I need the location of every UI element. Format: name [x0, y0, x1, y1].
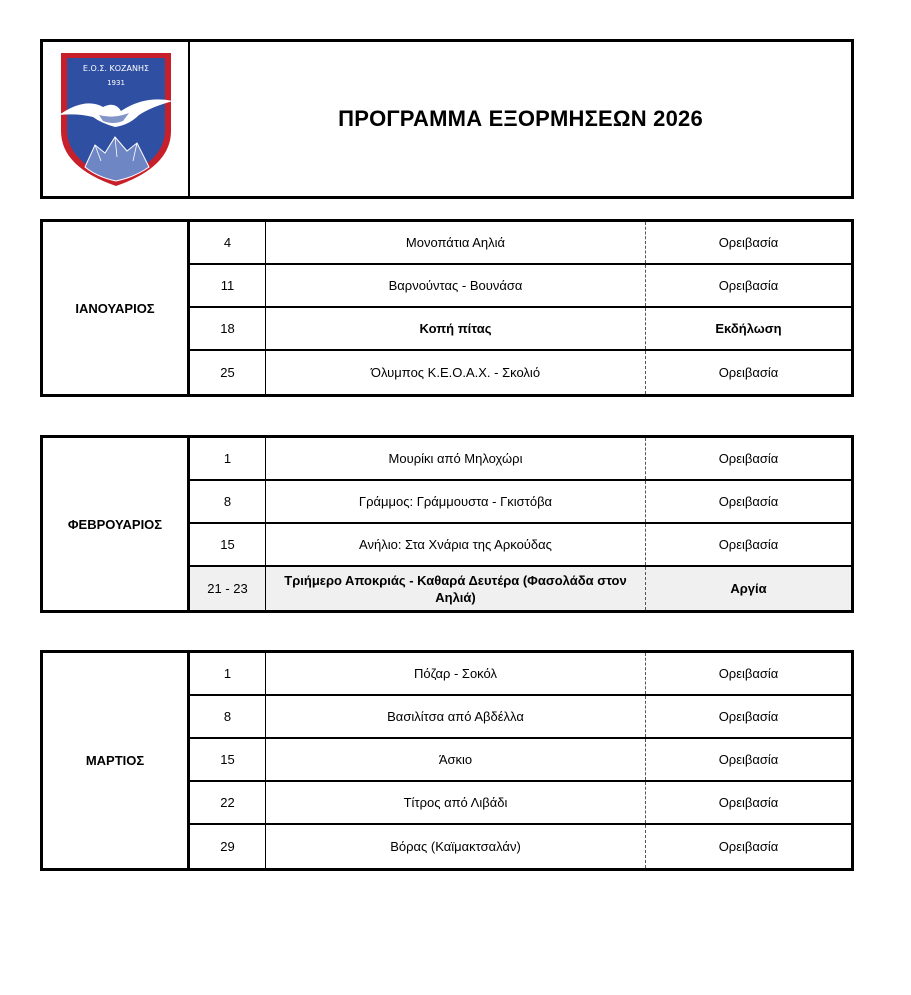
- type-cell: Αργία: [730, 581, 767, 596]
- date-cell: 29: [190, 825, 266, 868]
- date-cell: 22: [190, 782, 266, 823]
- date-cell: 11: [190, 265, 266, 306]
- date-cell: 15: [190, 524, 266, 565]
- page-title: ΠΡΟΓΡΑΜΜΑ ΕΞΟΡΜΗΣΕΩΝ 2026: [338, 106, 703, 131]
- date-cell: 15: [190, 739, 266, 780]
- type-cell: Ορειβασία: [718, 451, 779, 466]
- type-cell: Ορειβασία: [718, 666, 779, 681]
- date-cell: 1: [190, 438, 266, 479]
- route-cell: Γράμμος: Γράμμουστα - Γκιστόβα: [266, 481, 646, 522]
- table-row: [190, 739, 851, 782]
- month-label: ΜΑΡΤΙΟΣ: [43, 653, 190, 868]
- route-cell: Τίτρος από Λιβάδι: [266, 782, 646, 823]
- type-cell: Ορειβασία: [718, 235, 779, 250]
- logo-cell: [43, 42, 190, 196]
- type-cell: Ορειβασία: [718, 537, 779, 552]
- month-label: ΙΑΝΟΥΑΡΙΟΣ: [43, 222, 190, 394]
- type-cell: Ορειβασία: [718, 278, 779, 293]
- date-cell: 4: [190, 222, 266, 263]
- svg-text:1931: 1931: [106, 79, 125, 87]
- route-cell: Ανήλιο: Στα Χνάρια της Αρκούδας: [266, 524, 646, 565]
- type-cell: Ορειβασία: [718, 709, 779, 724]
- month-table-march: [40, 650, 854, 871]
- table-row: [190, 825, 851, 868]
- route-cell: Κοπή πίτας: [266, 308, 646, 349]
- route-cell: Πόζαρ - Σοκόλ: [266, 653, 646, 694]
- type-cell: Ορειβασία: [718, 752, 779, 767]
- type-cell: Ορειβασία: [718, 795, 779, 810]
- month-table-february: [40, 435, 854, 613]
- title-cell: [190, 42, 851, 196]
- date-cell: 1: [190, 653, 266, 694]
- table-row: [190, 481, 851, 524]
- type-cell: Ορειβασία: [718, 839, 779, 854]
- route-cell: Μουρίκι από Μηλοχώρι: [266, 438, 646, 479]
- table-row: [190, 696, 851, 739]
- route-cell: Βόρας (Καϊμακτσαλάν): [266, 825, 646, 868]
- table-row: [190, 222, 851, 265]
- route-cell: Όλυμπος Κ.Ε.Ο.Α.Χ. - Σκολιό: [266, 351, 646, 394]
- route-cell: Βαρνούντας - Βουνάσα: [266, 265, 646, 306]
- route-cell: Άσκιο: [266, 739, 646, 780]
- header-table: [40, 39, 854, 199]
- route-cell: Μονοπάτια Αηλιά: [266, 222, 646, 263]
- club-logo: [55, 49, 177, 189]
- date-cell: 21 - 23: [190, 567, 266, 610]
- table-row: [190, 524, 851, 567]
- table-row: [190, 308, 851, 351]
- table-row: [190, 782, 851, 825]
- date-cell: 8: [190, 481, 266, 522]
- month-label: ΦΕΒΡΟΥΑΡΙΟΣ: [43, 438, 190, 610]
- date-cell: 8: [190, 696, 266, 737]
- table-row: [190, 351, 851, 394]
- table-row: [190, 438, 851, 481]
- table-row-holiday: [190, 567, 851, 610]
- svg-text:Ε.Ο.Σ. ΚΟΖΑΝΗΣ: Ε.Ο.Σ. ΚΟΖΑΝΗΣ: [82, 64, 149, 73]
- date-cell: 18: [190, 308, 266, 349]
- route-cell: Βασιλίτσα από Αβδέλλα: [266, 696, 646, 737]
- type-cell: Εκδήλωση: [715, 321, 782, 336]
- route-cell: Τριήμερο Αποκριάς - Καθαρά Δευτέρα (Φασολάδα στον Αηλιά): [266, 567, 646, 610]
- month-table-january: [40, 219, 854, 397]
- type-cell: Ορειβασία: [718, 494, 779, 509]
- table-row: [190, 265, 851, 308]
- type-cell: Ορειβασία: [718, 365, 779, 380]
- table-row: [190, 653, 851, 696]
- date-cell: 25: [190, 351, 266, 394]
